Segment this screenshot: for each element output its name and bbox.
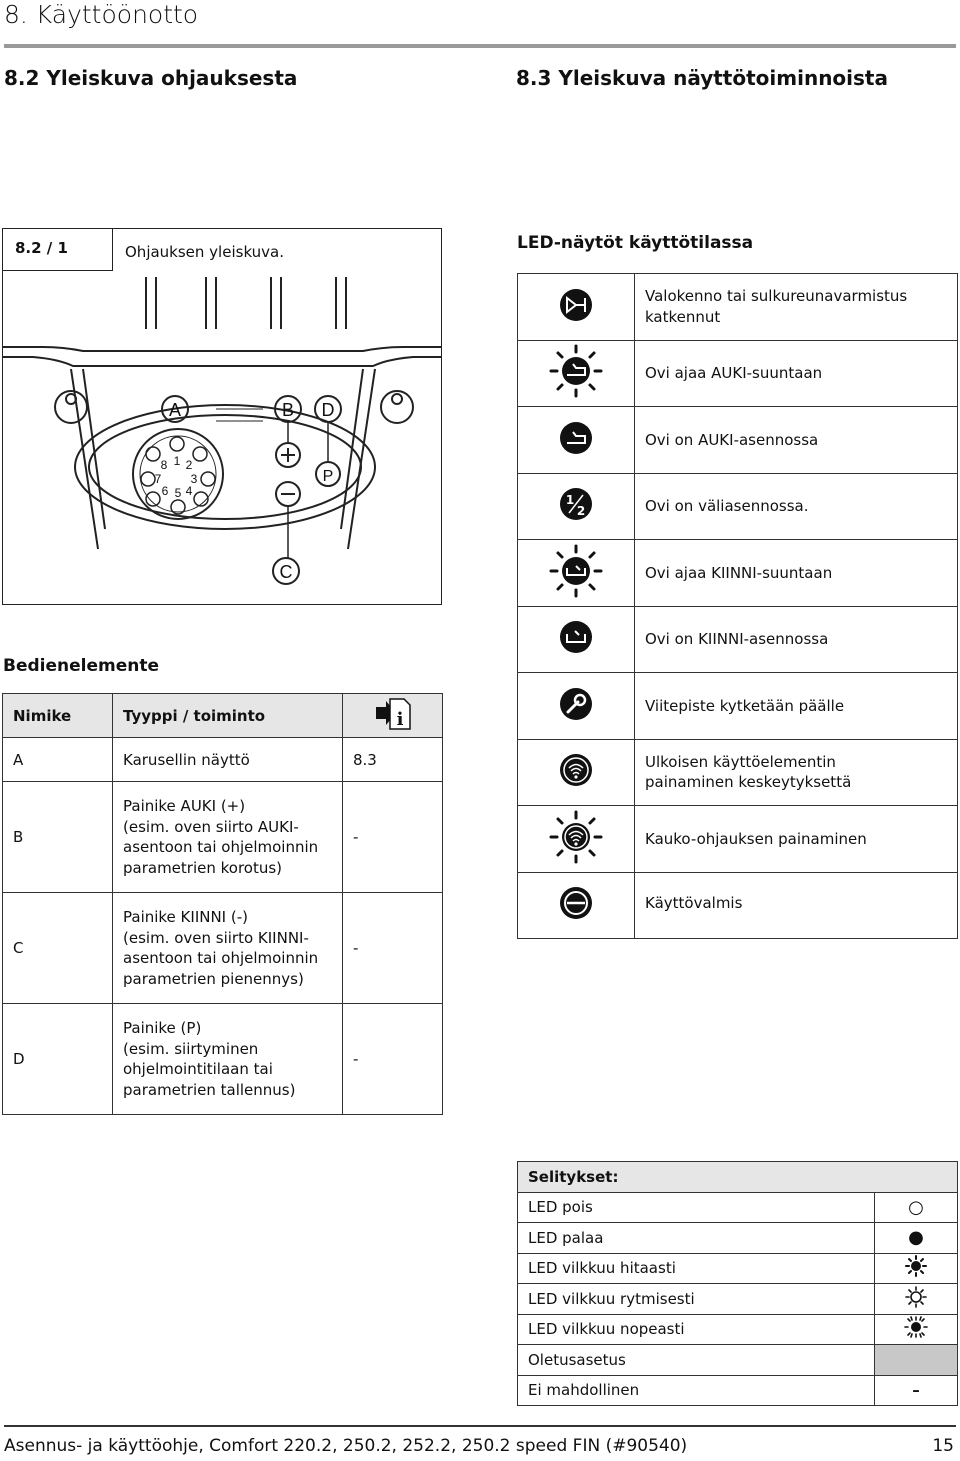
blink-fast-icon	[904, 1316, 928, 1338]
legend-label: LED vilkkuu rytmisesti	[518, 1284, 875, 1315]
row-ref: -	[343, 893, 443, 1004]
button-p-label: P	[322, 468, 334, 485]
controls-table	[2, 693, 443, 1115]
svg-text:2: 2	[185, 458, 193, 472]
led-desc: Valokenno tai sulkureunavarmistus	[645, 287, 908, 306]
led-row	[518, 606, 958, 673]
row-type	[113, 893, 343, 1004]
row-name: D	[3, 1004, 113, 1115]
legend-header-row	[518, 1162, 958, 1193]
svg-text:6: 6	[161, 484, 169, 498]
svg-text:7: 7	[154, 472, 162, 486]
svg-text:1: 1	[565, 493, 575, 508]
section-title-left: 8.2 Yleiskuva ohjauksesta	[4, 66, 298, 90]
legend-label: LED vilkkuu hitaasti	[518, 1253, 875, 1284]
remote-control-blink-icon	[549, 810, 603, 864]
external-control-icon	[559, 753, 593, 787]
led-states-title: LED-näytöt käyttötilassa	[517, 233, 754, 253]
svg-text:2: 2	[576, 504, 586, 519]
callout-a: A	[168, 400, 182, 420]
led-desc: Ulkoisen käyttöelementin	[645, 752, 836, 771]
info-reference-cell	[343, 694, 443, 738]
led-row	[518, 540, 958, 607]
svg-text:1: 1	[173, 454, 181, 468]
led-desc: Viitepiste kytketään päälle	[635, 673, 958, 740]
legend-row	[518, 1345, 958, 1376]
svg-text:8: 8	[160, 458, 168, 472]
led-row	[518, 407, 958, 474]
row-type-line: Painike AUKI (+)	[123, 797, 246, 815]
led-row	[518, 739, 958, 806]
blink-rhythmic-icon	[905, 1286, 927, 1308]
control-overview-figure	[2, 228, 442, 605]
svg-text:3: 3	[190, 472, 198, 486]
footer-divider	[4, 1425, 956, 1427]
svg-text:i: i	[396, 708, 403, 730]
chapter-title: 8. Käyttöönotto	[4, 0, 199, 29]
led-row	[518, 340, 958, 407]
row-type-line: (esim. siirtyminen	[123, 1039, 259, 1058]
legend-label: LED vilkkuu nopeasti	[518, 1314, 875, 1345]
led-row	[518, 872, 958, 939]
legend-row	[518, 1284, 958, 1315]
row-name: A	[3, 738, 113, 782]
svg-text:4: 4	[185, 484, 193, 498]
photocell-icon	[559, 288, 593, 322]
control-panel-illustration	[3, 229, 442, 605]
callout-b: B	[281, 400, 295, 420]
header-type: Tyyppi / toiminto	[113, 694, 343, 738]
door-closing-blink-icon	[549, 544, 603, 598]
led-desc: Ovi on väliasennossa.	[635, 473, 958, 540]
figure-caption: Ohjauksen yleiskuva.	[125, 243, 285, 261]
legend-row	[518, 1375, 958, 1406]
led-states-table	[517, 273, 958, 939]
ready-icon	[559, 886, 593, 920]
led-row	[518, 473, 958, 540]
door-opening-blink-icon	[549, 344, 603, 398]
row-type-line: (esim. oven siirto KIINNI-	[123, 928, 309, 947]
row-type: Karusellin näyttö	[113, 738, 343, 782]
legend-row	[518, 1253, 958, 1284]
header-name: Nimike	[3, 694, 113, 738]
section-title-right: 8.3 Yleiskuva näyttötoiminnoista	[516, 66, 888, 90]
row-type-line: (esim. oven siirto AUKI-	[123, 817, 299, 836]
led-desc: Käyttövalmis	[635, 872, 958, 939]
row-type-line: asentoon tai ohjelmoinnin	[123, 838, 319, 856]
info-reference-icon	[374, 697, 412, 731]
default-setting-swatch	[875, 1345, 958, 1376]
led-desc: katkennut	[645, 307, 721, 326]
row-ref: 8.3	[343, 738, 443, 782]
figure-label: 8.2 / 1	[3, 229, 113, 271]
footer-document-title: Asennus- ja käyttöohje, Comfort 220.2, 250.2, 252.2, 250.2 speed FIN (#90540)	[4, 1436, 688, 1456]
legend-label: LED pois	[518, 1192, 875, 1223]
led-desc: Ovi on AUKI-asennossa	[635, 407, 958, 474]
legend-label: LED palaa	[518, 1223, 875, 1254]
led-desc: Ovi ajaa KIINNI-suuntaan	[635, 540, 958, 607]
header-divider	[4, 44, 956, 48]
led-off-icon: ○	[875, 1192, 958, 1223]
table-row	[3, 738, 443, 782]
legend-row	[518, 1314, 958, 1345]
led-row	[518, 673, 958, 740]
not-possible-symbol: –	[875, 1375, 958, 1406]
led-row	[518, 806, 958, 873]
row-type	[113, 1004, 343, 1115]
legend-label: Oletusasetus	[518, 1345, 875, 1376]
controls-header-row	[3, 694, 443, 738]
wrench-icon	[559, 687, 593, 721]
door-closed-icon	[559, 620, 593, 654]
row-ref: -	[343, 782, 443, 893]
page-number: 15	[932, 1436, 954, 1456]
led-desc: Ovi on KIINNI-asennossa	[635, 606, 958, 673]
row-type-line: parametrien korotus)	[123, 858, 283, 877]
half-open-icon	[559, 487, 593, 521]
row-type-line: ohjelmointitilaan tai	[123, 1060, 273, 1078]
table-row	[3, 1004, 443, 1115]
led-desc: Kauko-ohjauksen painaminen	[635, 806, 958, 873]
row-ref: -	[343, 1004, 443, 1115]
row-type-line: parametrien pienennys)	[123, 969, 304, 988]
row-type-line: Painike (P)	[123, 1019, 202, 1037]
legend-label: Ei mahdollinen	[518, 1375, 875, 1406]
callout-d: D	[321, 400, 335, 420]
table-row	[3, 893, 443, 1004]
legend-table	[517, 1161, 958, 1406]
row-type-line: parametrien tallennus)	[123, 1080, 296, 1099]
door-open-icon	[559, 421, 593, 455]
led-desc: Ovi ajaa AUKI-suuntaan	[635, 340, 958, 407]
table-row	[3, 782, 443, 893]
legend-row	[518, 1192, 958, 1223]
callout-c: C	[279, 562, 293, 582]
led-row	[518, 274, 958, 341]
row-type-line: Painike KIINNI (-)	[123, 908, 248, 926]
row-type-line: asentoon tai ohjelmoinnin	[123, 949, 319, 967]
blink-slow-icon	[905, 1255, 927, 1277]
row-name: C	[3, 893, 113, 1004]
legend-row	[518, 1223, 958, 1254]
controls-title: Bedienelemente	[3, 656, 160, 676]
svg-text:5: 5	[174, 486, 182, 500]
led-on-icon: ●	[875, 1223, 958, 1254]
row-name: B	[3, 782, 113, 893]
led-desc: painaminen keskeytyksettä	[645, 773, 852, 792]
row-type	[113, 782, 343, 893]
legend-title: Selitykset:	[518, 1162, 958, 1193]
